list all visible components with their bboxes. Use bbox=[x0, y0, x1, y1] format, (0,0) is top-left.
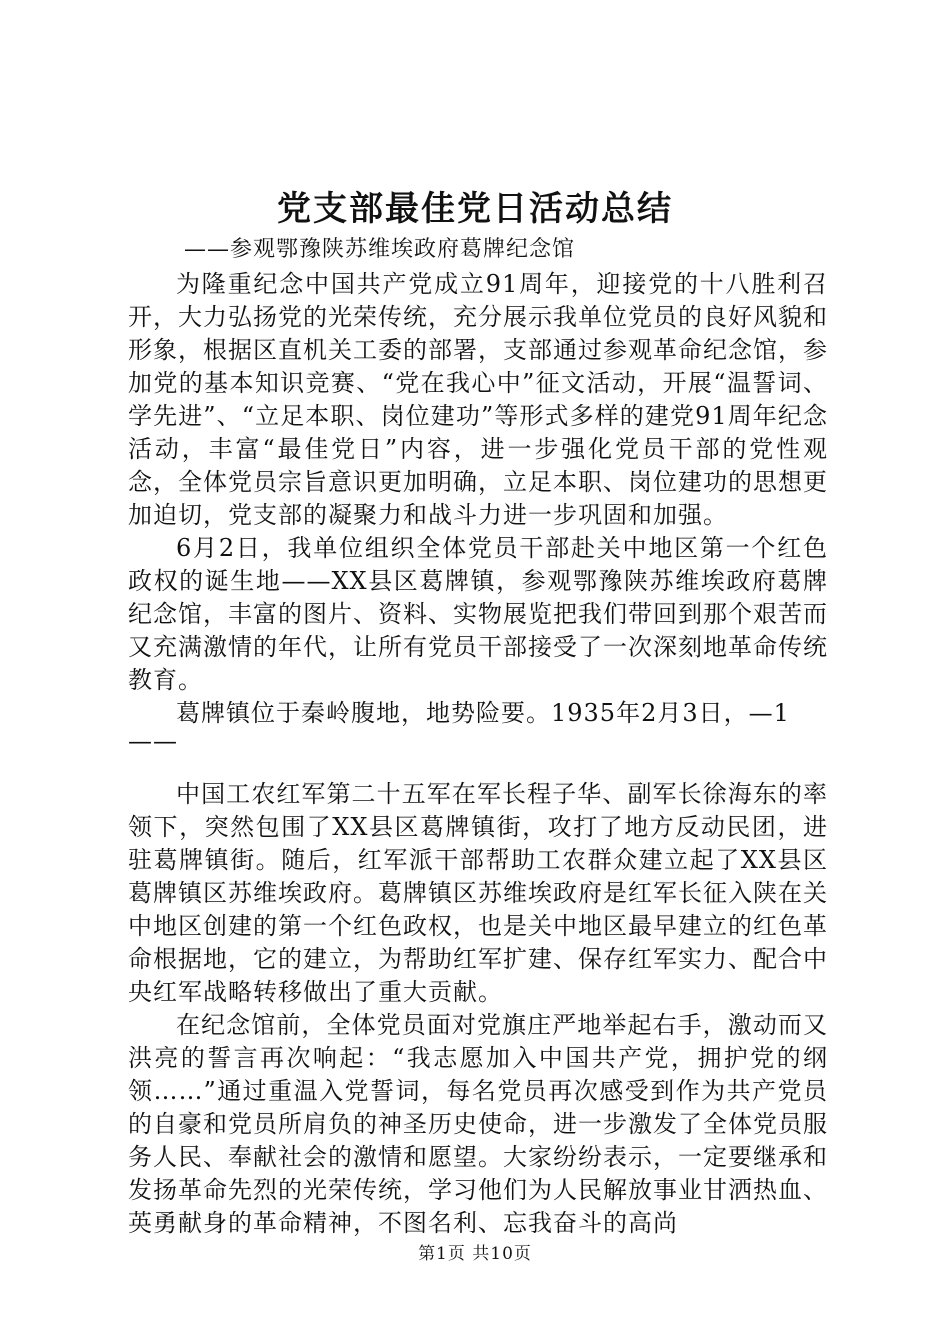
page-footer: 第1页 共10页 bbox=[418, 1244, 532, 1264]
document-title: 党支部最佳党日活动总结 bbox=[277, 189, 673, 229]
paragraph-1: 为隆重纪念中国共产党成立91周年，迎接党的十八胜利召开，大力弘扬党的光荣传统，充分展示我单位党员的良好风貌和形象，根据区直机关工委的部署，支部通过参观革命纪念馆，参加党的基本知识竞赛、“党在我心中”征文活动，开展“温誓词、学先进”、“立足本职、岗位建功”等形式多样的建党91周年纪念活动，丰富“最佳党日”内容，进一步强化党员干部的党性观念，全体党员宗旨意识更加明确，立足本职、岗位建功的思想更加迫切，党支部的凝聚力和战斗力进一步巩固和加强。 bbox=[128, 270, 828, 529]
page-break-mark: —— bbox=[128, 727, 178, 755]
paragraph-3: 葛牌镇位于秦岭腹地，地势险要。1935年2月3日，—1 bbox=[176, 699, 790, 727]
document-subtitle: ——参观鄂豫陕苏维埃政府葛牌纪念馆 bbox=[184, 237, 576, 262]
paragraph-4: 中国工农红军第二十五军在军长程子华、副军长徐海东的率领下，突然包围了XX县区葛牌镇街，攻打了地方反动民团，进驻葛牌镇街。随后，红军派干部帮助工农群众建立起了XX县区葛牌镇区苏维埃政府。葛牌镇区苏维埃政府是红军长征入陕在关中地区创建的第一个红色政权，也是关中地区最早建立的红色革命根据地，它的建立，为帮助红军扩建、保存红军实力、配合中央红军战略转移做出了重大贡献。 bbox=[128, 780, 828, 1006]
document-body bbox=[128, 268, 828, 1240]
paragraph-2: 6月2日，我单位组织全体党员干部赴关中地区第一个红色政权的诞生地——XX县区葛牌镇，参观鄂豫陕苏维埃政府葛牌纪念馆，丰富的图片、资料、实物展览把我们带回到那个艰苦而又充满激情的年代，让所有党员干部接受了一次深刻地革命传统教育。 bbox=[128, 534, 828, 694]
paragraph-5: 在纪念馆前，全体党员面对党旗庄严地举起右手，激动而又洪亮的誓言再次响起：“我志愿加入中国共产党，拥护党的纲领……”通过重温入党誓词，每名党员再次感受到作为共产党员的自豪和党员所肩负的神圣历史使命，进一步激发了全体党员服务人民、奉献社会的激情和愿望。大家纷纷表示，一定要继承和发扬革命先烈的光荣传统，学习他们为人民解放事业甘洒热血、英勇献身的革命精神，不图名利、忘我奋斗的高尚 bbox=[128, 1011, 828, 1237]
